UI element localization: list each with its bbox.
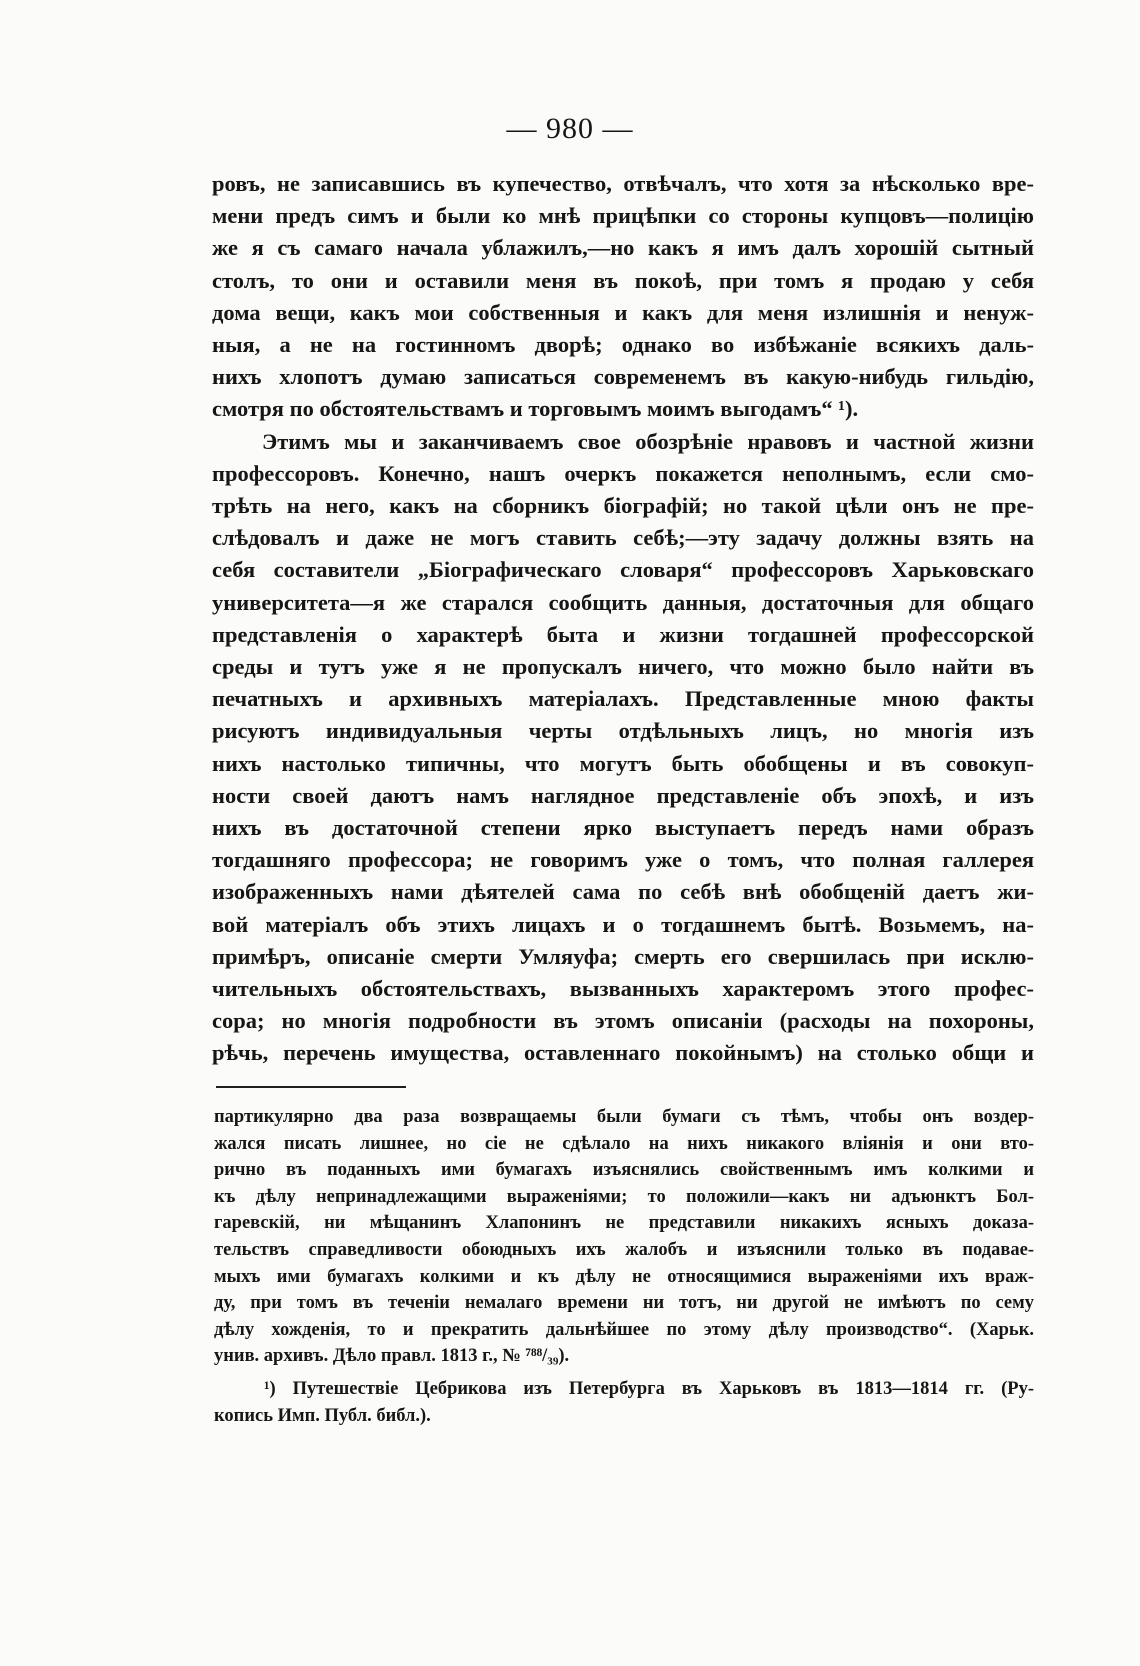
- footnote-line: гаревскій, ни мѣщанинъ Хлапонинъ не представили никакихъ ясныхъ доказа-: [214, 1213, 1034, 1234]
- text-line: представленія о характерѣ быта и жизни тогдашней профессорской: [212, 621, 1034, 647]
- text-line: ности своей даютъ намъ наглядное представленіе объ эпохѣ, и изъ: [212, 782, 1034, 808]
- text-line: рисуютъ индивидуальныя черты отдѣльныхъ лицъ, но многія изъ: [212, 718, 1034, 744]
- text-line: печатныхъ и архивныхъ матеріалахъ. Представленные мною факты: [212, 686, 1034, 712]
- footnote-line: ду, при томъ въ теченіи немалаго времени ни тотъ, ни другой не имѣютъ по сему: [214, 1293, 1034, 1314]
- text-line: ровъ, не записавшись въ купечество, отвѣчалъ, что хотя за нѣсколько вре-: [212, 171, 1034, 196]
- footnote-line: жался писать лишнее, но сіе не сдѣлало на нихъ никакого вліянія и они вто-: [214, 1133, 1034, 1154]
- text-line: примѣръ, описаніе смерти Умляуфа; смерть его свершилась при исклю-: [212, 943, 1034, 969]
- footnote-line: тельствъ справедливости обоюдныхъ ихъ жалобъ и изъяснили только въ подавае-: [214, 1239, 1034, 1260]
- text-line: себя составители „Біографическаго словаря“ профессоровъ Харьковскаго: [212, 557, 1034, 583]
- footnote-separator: [216, 1086, 406, 1088]
- footnote-line: партикулярно два раза возвращаемы были бумаги съ тѣмъ, чтобы онъ воздер-: [214, 1107, 1034, 1127]
- footnote-line: рично въ поданныхъ ими бумагахъ изъяснялись свойственнымъ имъ колкими и: [214, 1160, 1034, 1181]
- footnotes: [214, 1104, 1034, 1429]
- text-line: тогдашняго профессора; не говоримъ уже о томъ, что полная галлерея: [212, 847, 1034, 873]
- text-line: изображенныхъ нами дѣятелей сама по себѣ внѣ обобщеній даетъ жи-: [212, 879, 1034, 905]
- text-line: смотря по обстоятельствамъ и торговымъ моимъ выгодамъ“ ¹).: [212, 396, 859, 422]
- text-line: профессоровъ. Конечно, нашъ очеркъ покажется неполнымъ, если смо-: [212, 460, 1034, 486]
- footnote-line: мыхъ ими бумагахъ колкими и къ дѣлу не относящимися выраженіями ихъ враж-: [214, 1266, 1034, 1287]
- text-line: столъ, то они и оставили меня въ покоѣ, при томъ я продаю у себя: [212, 267, 1034, 293]
- text-line: сора; но многія подробности въ этомъ описаніи (расходы на похороны,: [212, 1008, 1034, 1034]
- footnote-1-line: ¹) Путешествіе Цебрикова изъ Петербурга въ Харьковъ въ 1813—1814 гг. (Ру-: [264, 1378, 1034, 1399]
- footnote-line: къ дѣлу непринадлежащими выраженіями; то положили—какъ ни адъюнктъ Бол-: [214, 1186, 1034, 1207]
- text-line: нихъ въ достаточной степени ярко выступаетъ передъ нами образъ: [212, 815, 1034, 841]
- text-line: слѣдовалъ и даже не могъ ставить себѣ;—эту задачу должны взять на: [212, 525, 1034, 551]
- text-line: трѣть на него, какъ на сборникъ біографій; но такой цѣли онъ не пре-: [212, 493, 1034, 519]
- page-number: — 980 —: [506, 112, 634, 145]
- text-line: ныя, а не на гостинномъ дворѣ; однако во избѣжаніе всякихъ даль-: [212, 332, 1034, 358]
- main-text: [212, 168, 1034, 1070]
- footnote-line: унив. архивъ. Дѣло правл. 1813 г., № ⁷⁸⁸/₃₉).: [214, 1346, 570, 1367]
- paragraph-start-line: Этимъ мы и заканчиваемъ свое обозрѣніе нравовъ и частной жизни: [262, 428, 1034, 454]
- text-line: рѣчь, перечень имущества, оставленнаго покойнымъ) на столько общи и: [212, 1040, 1034, 1066]
- text-line: среды и тутъ уже я не пропускалъ ничего, что можно было найти въ: [212, 654, 1034, 680]
- footnote-line: дѣлу хожденія, то и прекратить дальнѣйшее по этому дѣлу производство“. (Харьк.: [214, 1319, 1034, 1340]
- footnote-1-line: копись Имп. Публ. библ.).: [214, 1405, 431, 1426]
- text-line: мени предъ симъ и были ко мнѣ прицѣпки со стороны купцовъ—полицію: [212, 203, 1034, 229]
- text-line: чительныхъ обстоятельствахъ, вызванныхъ характеромъ этого профес-: [212, 976, 1034, 1002]
- text-line: вой матеріалъ объ этихъ лицахъ и о тогдашнемъ бытѣ. Возьмемъ, на-: [212, 911, 1034, 937]
- text-line: университета—я же старался сообщить данныя, достаточныя для общаго: [212, 589, 1034, 615]
- text-line: же я съ самаго начала ублажилъ,—но какъ я имъ далъ хорошій сытный: [212, 235, 1034, 261]
- text-line: дома вещи, какъ мои собственныя и какъ для меня излишнія и ненуж-: [212, 299, 1034, 325]
- text-line: нихъ хлопотъ думаю записаться современемъ въ какую-нибудь гильдію,: [212, 364, 1034, 390]
- text-line: нихъ настолько типичны, что могутъ быть обобщены и въ совокуп-: [212, 750, 1034, 776]
